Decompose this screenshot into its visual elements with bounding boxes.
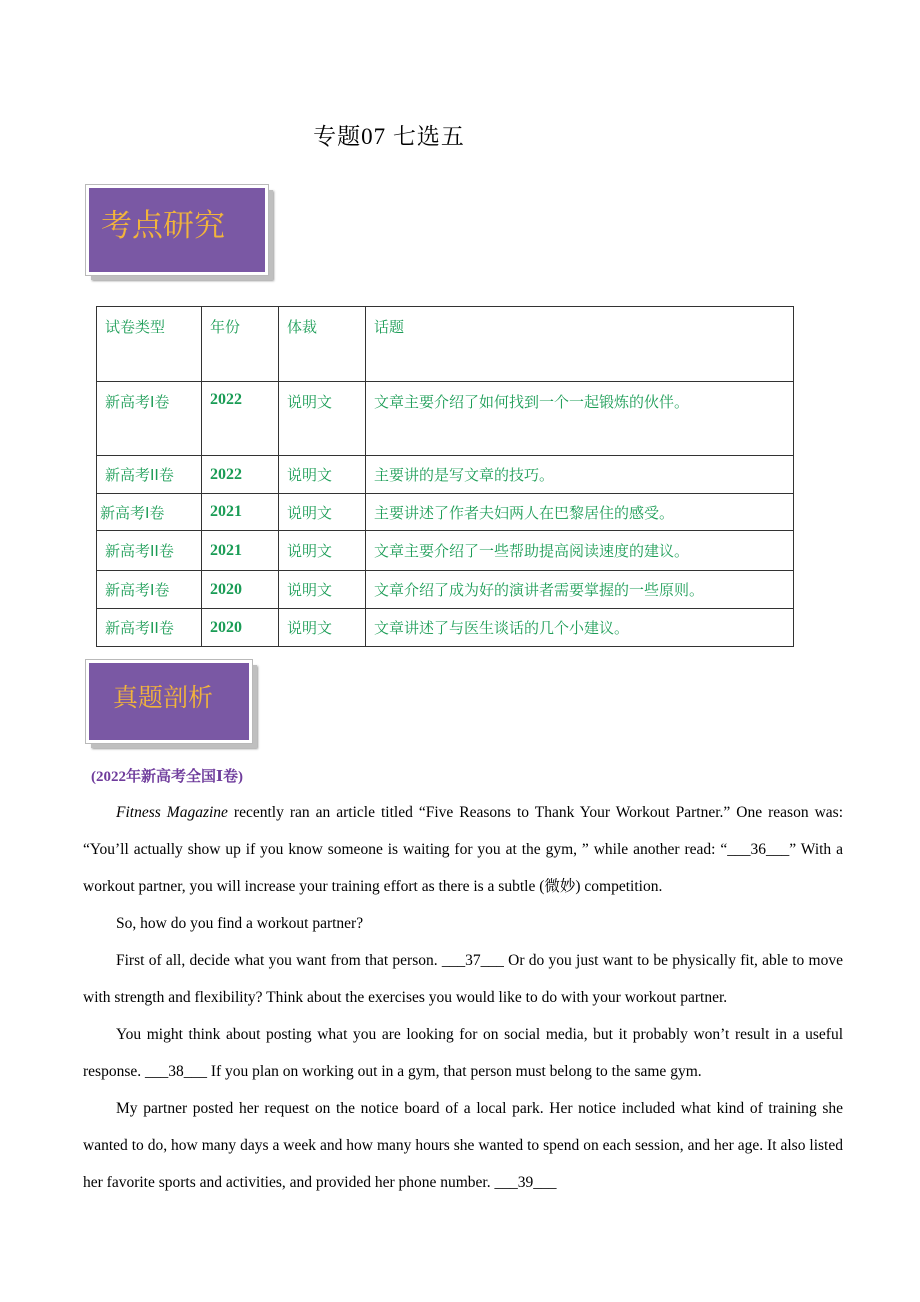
section-banner-label: 考点研究 [101, 208, 225, 244]
table-cell: 文章主要介绍了如何找到一个一起锻炼的伙伴。 [366, 382, 794, 456]
table-cell: 说明文 [279, 456, 366, 494]
page-title: 专题07 七选五 [313, 124, 465, 149]
table-cell: 文章讲述了与医生谈话的几个小建议。 [366, 609, 794, 647]
passage-source: (2022年新高考全国Ⅰ卷) [91, 769, 244, 785]
section-banner-kaodian [86, 185, 268, 275]
passage-paragraph-4 [83, 1016, 843, 1090]
passage-paragraph-3 [83, 942, 843, 1016]
passage-paragraph-2 [83, 905, 843, 942]
passage-paragraph-5 [83, 1090, 843, 1201]
paragraph-text: recently ran an article titled “Five Reasons to Thank Your Workout Partner.” One reason was: “You’ll actually show up if you know someone is waiting for you at the gym, ” while another read: “___36___” With a workout partner, you will increase your training effort as there is a subtle (微妙) competition. [83, 804, 843, 895]
table-row [97, 531, 794, 571]
table-cell: 2022 [202, 456, 279, 494]
table-cell: 文章介绍了成为好的演讲者需要掌握的一些原则。 [366, 571, 794, 609]
table-cell: 文章主要介绍了一些帮助提高阅读速度的建议。 [366, 531, 794, 571]
paragraph-text: You might think about posting what you are looking for on social media, but it probably won’t result in a useful response. ___38___ If you plan on working out in a gym, that person must belong to the same gym. [83, 1026, 843, 1080]
table-cell: 新高考I卷 [97, 382, 202, 456]
table-cell: 主要讲述了作者夫妇两人在巴黎居住的感受。 [366, 494, 794, 531]
paragraph-text: First of all, decide what you want from that person. ___37___ Or do you just want to be physically fit, able to move with strength and flexibility? Think about the exercises you would like to do with your workout partner. [83, 952, 843, 1006]
table-header-row [97, 307, 794, 382]
table-cell: 新高考II卷 [97, 456, 202, 494]
table-cell: 2021 [202, 494, 279, 531]
table-cell: 说明文 [279, 531, 366, 571]
table-cell: 新高考II卷 [97, 609, 202, 647]
table-cell: 2020 [202, 571, 279, 609]
table-cell: 2021 [202, 531, 279, 571]
exam-topics-table [96, 306, 794, 647]
table-row [97, 609, 794, 647]
header-cell: 话题 [366, 307, 794, 382]
table-cell: 说明文 [279, 382, 366, 456]
table-cell: 说明文 [279, 609, 366, 647]
section-banner-zhenti [86, 660, 252, 743]
table-cell: 2022 [202, 382, 279, 456]
header-cell: 体裁 [279, 307, 366, 382]
magazine-name: Fitness Magazine [116, 804, 228, 821]
table-row [97, 494, 794, 531]
table-cell: 主要讲的是写文章的技巧。 [366, 456, 794, 494]
table-cell: 新高考I卷 [97, 494, 202, 531]
table-cell: 新高考II卷 [97, 531, 202, 571]
table-cell: 2020 [202, 609, 279, 647]
table-row [97, 456, 794, 494]
paragraph-text: My partner posted her request on the notice board of a local park. Her notice included what kind of training she wanted to do, how many days a week and how many hours she wanted to spend on each session, and her age. It also listed her favorite sports and activities, and provided her phone number. ___39___ [83, 1100, 843, 1191]
header-cell: 试卷类型 [97, 307, 202, 382]
table-row [97, 382, 794, 456]
table-row [97, 571, 794, 609]
header-cell: 年份 [202, 307, 279, 382]
table-cell: 说明文 [279, 571, 366, 609]
table-cell: 新高考I卷 [97, 571, 202, 609]
section-banner-label: 真题剖析 [113, 683, 214, 712]
passage-paragraph-1 [83, 794, 843, 905]
table-cell: 说明文 [279, 494, 366, 531]
paragraph-text: So, how do you find a workout partner? [116, 915, 364, 932]
